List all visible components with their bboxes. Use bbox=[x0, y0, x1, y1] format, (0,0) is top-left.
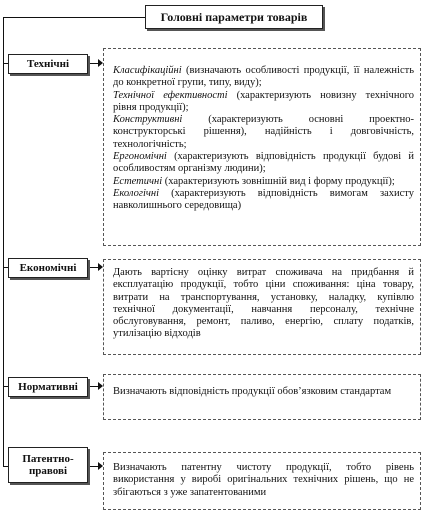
patent-description bbox=[103, 452, 421, 510]
technical-text: (характеризують відповідність вимогам захисту навколишнього середовища) bbox=[113, 187, 414, 212]
category-economic: Економічні bbox=[8, 258, 88, 278]
connector-title bbox=[3, 17, 145, 18]
diagram-title: Головні параметри товарів bbox=[145, 5, 323, 29]
patent-text: Визначають патентну чистоту продукції, тобто рівень використання у виробі оригінальних технічних рішень, що не збігаються з уже запатентованими bbox=[113, 462, 414, 498]
connector-spine bbox=[3, 17, 4, 466]
technical-term: Естетичні bbox=[113, 175, 163, 187]
technical-text: (характеризують новизну технічного рівня продукції); bbox=[113, 89, 415, 113]
technical-item bbox=[113, 114, 414, 151]
technical-text: (характеризують відповідність продукції будові й особливостям організму людини); bbox=[113, 150, 414, 175]
technical-term: Класифікаційні bbox=[113, 65, 182, 76]
technical-text: (визначають особливості продукції, її належність до конкретної групи, типу, виду); bbox=[113, 65, 414, 89]
category-technical: Технічні bbox=[8, 54, 88, 74]
technical-term: Ергономічні bbox=[113, 150, 167, 162]
technical-item bbox=[113, 188, 414, 213]
technical-item bbox=[113, 65, 414, 90]
category-normative: Нормативні bbox=[8, 377, 88, 397]
normative-description bbox=[103, 374, 421, 420]
technical-item bbox=[113, 90, 414, 115]
economic-description bbox=[103, 259, 421, 355]
technical-item bbox=[113, 176, 414, 188]
technical-term: Екологічні bbox=[113, 187, 160, 199]
economic-text: Дають вартісну оцінку витрат споживача на придбання й експлуатацію продукції, тобто ціни споживання: ціна товару, витрати на транспортування, установку, наладку, купівлю технічної документації, навчання персоналу, технічне обслуговування, ремонт, паливо, енергію, сплату податків, утилізацію відходів bbox=[113, 267, 414, 340]
normative-text: Визначають відповідність продукції обов’язковим стандартам bbox=[113, 386, 392, 397]
technical-term: Конструктивні bbox=[113, 114, 183, 126]
technical-item bbox=[113, 151, 414, 176]
technical-text: (характеризують зовнішній вид і форму продукції); bbox=[162, 175, 395, 187]
category-patent: Патентно-правові bbox=[8, 447, 88, 483]
technical-text: (характеризують основні проектно-конструкторські рішення), надійність і довговічність, технологічність; bbox=[113, 114, 414, 150]
technical-description bbox=[103, 48, 421, 246]
technical-term: Технічної ефективності bbox=[113, 89, 228, 101]
